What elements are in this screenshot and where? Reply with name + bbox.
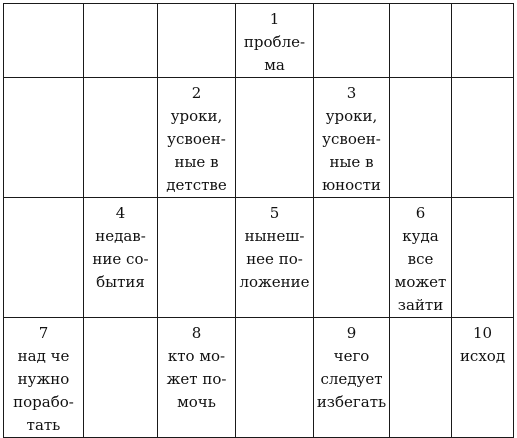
position-cell-7 (4, 318, 84, 438)
empty-cell (236, 78, 314, 198)
empty-cell (452, 198, 514, 318)
empty-cell (158, 4, 236, 78)
position-cell-2 (158, 78, 236, 198)
position-text-line: следует (320, 370, 383, 388)
position-number: 8 (191, 324, 202, 342)
empty-cell (452, 4, 514, 78)
position-cell-5 (236, 198, 314, 318)
position-text-line: нынеш- (244, 227, 305, 245)
position-text-line: нужно (17, 370, 70, 388)
position-text-line: уроки, (170, 107, 223, 125)
position-text-line: ные в (174, 153, 219, 171)
position-text-line: все (407, 250, 434, 268)
empty-cell (314, 198, 390, 318)
position-text-line: детстве (166, 176, 227, 194)
position-text-line: куда (402, 227, 439, 245)
tarot-spread-table (3, 3, 514, 438)
position-text-line: чего (333, 347, 370, 365)
position-number: 5 (269, 204, 280, 222)
position-cell-6 (390, 198, 452, 318)
position-cell-9 (314, 318, 390, 438)
position-text-line: нее по- (246, 250, 303, 268)
position-number: 9 (346, 324, 357, 342)
position-number: 3 (346, 84, 357, 102)
empty-cell (4, 4, 84, 78)
table-row (4, 78, 514, 198)
empty-cell (452, 78, 514, 198)
position-text-line: может (394, 273, 447, 291)
position-number: 7 (38, 324, 49, 342)
empty-cell (4, 198, 84, 318)
position-text-line: ложение (239, 273, 310, 291)
position-cell-4 (84, 198, 158, 318)
position-number: 4 (115, 204, 126, 222)
position-text-line: мочь (177, 393, 216, 411)
position-text-line: пробле- (243, 33, 306, 51)
position-text-line: уроки, (325, 107, 378, 125)
position-text-line: недав- (95, 227, 146, 245)
empty-cell (390, 4, 452, 78)
empty-cell (84, 4, 158, 78)
empty-cell (236, 318, 314, 438)
table-row (4, 318, 514, 438)
position-text-line: ные в (329, 153, 374, 171)
empty-cell (390, 318, 452, 438)
position-text-line: над че (17, 347, 70, 365)
position-text-line: тать (26, 416, 61, 434)
empty-cell (4, 78, 84, 198)
position-text-line: ма (264, 56, 285, 74)
position-text-line: юности (322, 176, 381, 194)
position-number: 6 (415, 204, 426, 222)
table-row (4, 198, 514, 318)
empty-cell (158, 198, 236, 318)
position-text-line: бытия (96, 273, 145, 291)
position-text-line: порабо- (13, 393, 74, 411)
position-text-line: кто мо- (167, 347, 226, 365)
empty-cell (314, 4, 390, 78)
position-cell-1 (236, 4, 314, 78)
position-text-line: ние со- (92, 250, 149, 268)
position-text-line: исход (459, 347, 506, 365)
position-text-line: жет по- (166, 370, 227, 388)
position-text-line: избегать (316, 393, 387, 411)
position-number: 1 (269, 10, 280, 28)
position-number: 2 (191, 84, 202, 102)
empty-cell (84, 318, 158, 438)
position-number: 10 (472, 324, 493, 342)
position-text-line: зайти (397, 296, 444, 314)
position-cell-8 (158, 318, 236, 438)
table-row (4, 4, 514, 78)
position-cell-10 (452, 318, 514, 438)
empty-cell (84, 78, 158, 198)
position-text-line: усвоен- (322, 130, 381, 148)
empty-cell (390, 78, 452, 198)
position-cell-3 (314, 78, 390, 198)
position-text-line: усвоен- (167, 130, 226, 148)
